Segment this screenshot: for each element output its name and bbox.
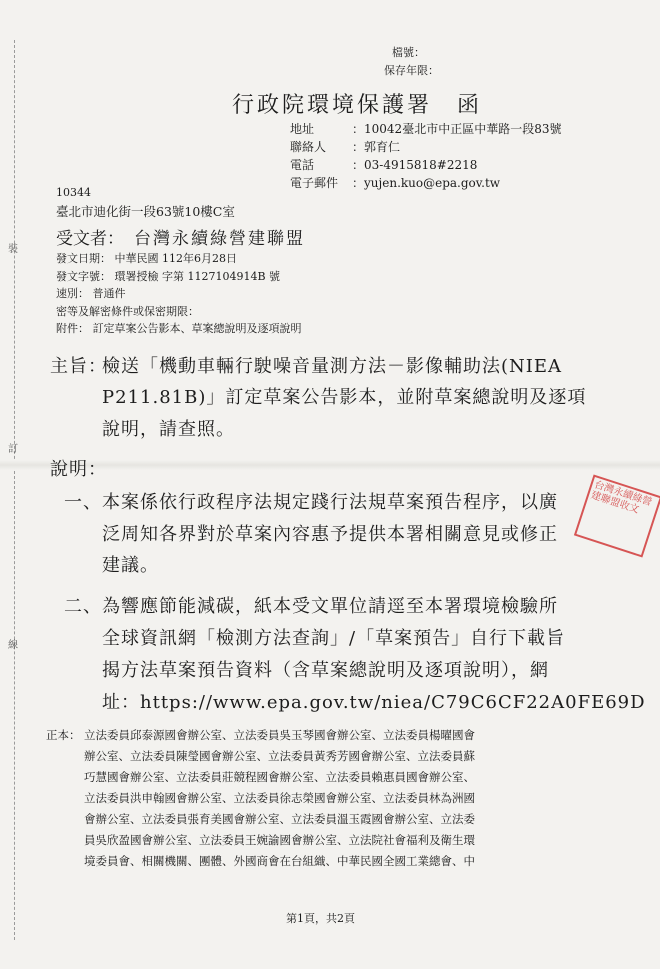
cc-line: 立法委員洪申翰國會辦公室、立法委員徐志榮國會辦公室、立法委員林為洲國 bbox=[84, 791, 475, 805]
contact-label: 電話 bbox=[290, 158, 315, 172]
item-line: 址：https://www.epa.gov.tw/niea/C79C6CF22A0FE69D bbox=[102, 692, 646, 713]
item-line: 為響應節能減碳，紙本受文單位請逕至本署環境檢驗所 bbox=[102, 596, 558, 617]
meta-value: 環署授檢 字第 1127104914B 號 bbox=[114, 269, 281, 283]
received-stamp: 台灣永續綠營建聯盟收文 bbox=[574, 474, 660, 557]
meta-value: 訂定草案公告影本、草案總說明及逐項說明 bbox=[92, 322, 302, 335]
item-number: 一、 bbox=[64, 492, 102, 513]
meta-value: 普通件 bbox=[92, 287, 126, 300]
subject-line: P211.81B)」訂定草案公告影本，並附草案總說明及逐項 bbox=[102, 387, 587, 408]
cc-label: 正本： bbox=[46, 728, 81, 742]
meta-block bbox=[56, 250, 302, 338]
contact-block bbox=[290, 120, 561, 192]
contact-label: 地址 bbox=[290, 122, 315, 136]
recipient-name: 台灣永續綠營建聯盟 bbox=[134, 229, 305, 249]
contact-row: 聯絡人 ： 郭育仁 bbox=[290, 140, 401, 154]
contact-row: 電話 ： 03-4915818#2218 bbox=[290, 158, 478, 172]
contact-value: 03-4915818#2218 bbox=[364, 158, 478, 172]
cc-line: 境委員會、相關機關、團體、外國商會在台組織、中華民國全國工業總會、中 bbox=[84, 854, 475, 868]
item-line: 泛周知各界對於草案內容惠予提供本署相關意見或修正 bbox=[102, 524, 558, 545]
contact-label: 電子郵件 bbox=[290, 176, 339, 190]
binding-mark: 訂 bbox=[8, 444, 18, 455]
contact-value: yujen.kuo@epa.gov.tw bbox=[364, 176, 501, 190]
recipient-label: 受文者： bbox=[56, 229, 124, 249]
binding-line bbox=[14, 40, 15, 940]
contact-row: 電子郵件 ： yujen.kuo@epa.gov.tw bbox=[290, 176, 501, 190]
page-footer: 第1頁，共2頁 bbox=[286, 912, 355, 925]
recipient-postal: 10344 bbox=[56, 186, 91, 199]
item-line: 建議。 bbox=[102, 555, 159, 576]
meta-label: 速別： bbox=[56, 287, 89, 300]
binding-mark: 線 bbox=[8, 640, 18, 651]
meta-label: 附件： bbox=[56, 322, 89, 335]
doc-title: 行政院環境保護署 函 bbox=[232, 93, 483, 118]
contact-label: 聯絡人 bbox=[290, 140, 327, 154]
binding-mark: 裝 bbox=[8, 244, 18, 255]
cc-line: 巧慧國會辦公室、立法委員莊競程國會辦公室、立法委員賴惠員國會辦公室、 bbox=[84, 770, 475, 784]
meta-label: 發文字號： bbox=[56, 269, 111, 283]
meta-label: 發文日期： bbox=[56, 252, 111, 265]
cc-line: 會辦公室、立法委員張育美國會辦公室、立法委員溫玉霞國會辦公室、立法委 bbox=[84, 812, 475, 826]
subject-line: 檢送「機動車輛行駛噪音量測方法－影像輔助法(NIEA bbox=[102, 356, 563, 377]
cc-line: 立法委員邱泰源國會辦公室、立法委員吳玉琴國會辦公室、立法委員楊曜國會 bbox=[84, 728, 475, 742]
item-number: 二、 bbox=[64, 596, 102, 617]
meta-value: 中華民國 112年6月28日 bbox=[114, 252, 237, 265]
item-line: 全球資訊網「檢測方法查詢」/「草案預告」自行下載旨 bbox=[102, 628, 566, 649]
item-line: 本案係依行政程序法規定踐行法規草案預告程序，以廣 bbox=[102, 492, 558, 513]
recipient-address: 臺北市迪化街一段63號10樓C室 bbox=[56, 204, 235, 219]
contact-value: 10042臺北市中正區中華路一段83號 bbox=[364, 122, 562, 136]
cc-line: 辦公室、立法委員陳瑩國會辦公室、立法委員黃秀芳國會辦公室、立法委員蘇 bbox=[84, 749, 475, 763]
contact-row: 地址 ： 10042臺北市中正區中華路一段83號 bbox=[290, 122, 562, 136]
cc-list bbox=[84, 725, 475, 872]
explain-label: 說明： bbox=[50, 459, 107, 480]
contact-value: 郭育仁 bbox=[364, 140, 401, 154]
retention-label: 保存年限： bbox=[384, 64, 439, 77]
item-line: 揭方法草案預告資料（含草案總說明及逐項說明），網 bbox=[102, 660, 549, 681]
file-no-label: 檔號： bbox=[392, 46, 425, 59]
cc-line: 員吳欣盈國會辦公室、立法委員王婉諭國會辦公室、立法院社會福利及衛生環 bbox=[84, 833, 475, 847]
subject-line: 說明，請查照。 bbox=[102, 419, 235, 440]
meta-label: 密等及解密條件或保密期限： bbox=[56, 304, 199, 318]
subject-label: 主旨： bbox=[50, 356, 107, 377]
